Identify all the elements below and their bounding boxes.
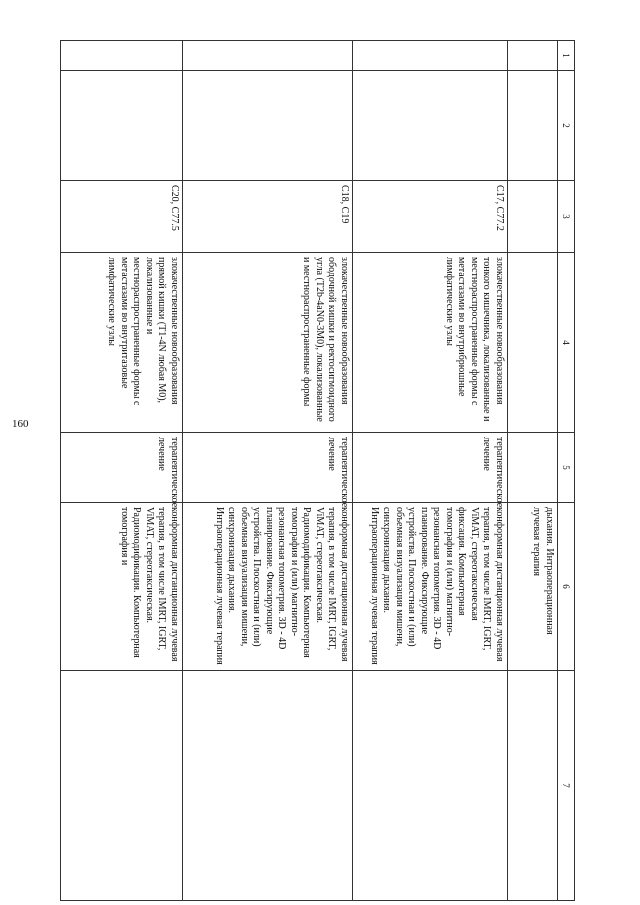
column-number: 4 [558, 253, 575, 433]
diagnosis-cell: злокачественные новообразования ободочной кишки и ректосигмоидного угла (T2b-4aN0-3M0), локализованные и местнораспространенные формы [183, 253, 353, 433]
rotated-table [60, 40, 575, 900]
icd-code-cell: C20, C77.5 [61, 181, 183, 253]
table-cell [508, 671, 558, 901]
treatment-type-cell: терапевтическое лечение [183, 433, 353, 503]
page-number: 160 [12, 418, 29, 430]
treatment-type-cell: терапевтическое лечение [353, 433, 508, 503]
table-cell [61, 71, 183, 181]
icd-code-cell [508, 181, 558, 253]
table-cell [61, 671, 183, 901]
table-row [508, 41, 558, 901]
column-number: 7 [558, 671, 575, 901]
icd-code-cell: C17, C77.2 [353, 181, 508, 253]
table-cell [183, 41, 353, 71]
icd-code-cell: C18, C19 [183, 181, 353, 253]
table-row [61, 41, 183, 901]
column-number-row [558, 41, 575, 901]
table-cell [61, 41, 183, 71]
method-cell: конформная дистанционная лучевая терапия, в том числе IMRT, IGRT, ViMAT, стереотаксическая фиксация. Компьютерная томография и (или) магнитно-резонансная топометрия. 3D - 4D планирование. Фиксирующие устройства. Плоскостная и (или) объемная визуализация мишени, синхронизация дыхания. Интраоперационная лучевая терапия [353, 503, 508, 671]
method-cell: конформная дистанционная лучевая терапия, в том числе IMRT, IGRT, ViMAT, стереотаксическая. Радиомодификация. Компьютерная томография и [61, 503, 183, 671]
table-row [353, 41, 508, 901]
diagnosis-cell [508, 253, 558, 433]
treatment-type-cell [508, 433, 558, 503]
column-number: 1 [558, 41, 575, 71]
table-cell [508, 41, 558, 71]
table-row [183, 41, 353, 901]
diagnosis-cell: злокачественные новообразования прямой кишки (T1-4N любая M0), локализованные и местнораспространенные формы с метастазами во внутритазовые лимфатические узлы [61, 253, 183, 433]
table-cell [183, 71, 353, 181]
diagnosis-cell: злокачественные новообразования тонкого кишечника, локализованные и местнораспространенные формы с метастазами во внутрибрюшные лимфатические узлы [353, 253, 508, 433]
column-number: 3 [558, 181, 575, 253]
method-cell: дыхания. Интраоперационная лучевая терапия [508, 503, 558, 671]
column-number: 6 [558, 503, 575, 671]
method-cell: конформная дистанционная лучевая терапия, в том числе IMRT, IGRT, ViMAT, стереотаксическая. Радиомодификация. Компьютерная томография и (или) магнитно-резонансная топометрия. 3D - 4D планирование. Фиксирующие устройства. Плоскостная и (или) объемная визуализация мишени, синхронизация дыхания. Интраоперационная лучевая терапия [183, 503, 353, 671]
table-cell [353, 671, 508, 901]
table-cell [508, 71, 558, 181]
treatment-table [60, 40, 575, 901]
table-cell [353, 71, 508, 181]
treatment-type-cell: терапевтическое лечение [61, 433, 183, 503]
column-number: 2 [558, 71, 575, 181]
table-cell [353, 41, 508, 71]
table-cell [183, 671, 353, 901]
column-number: 5 [558, 433, 575, 503]
